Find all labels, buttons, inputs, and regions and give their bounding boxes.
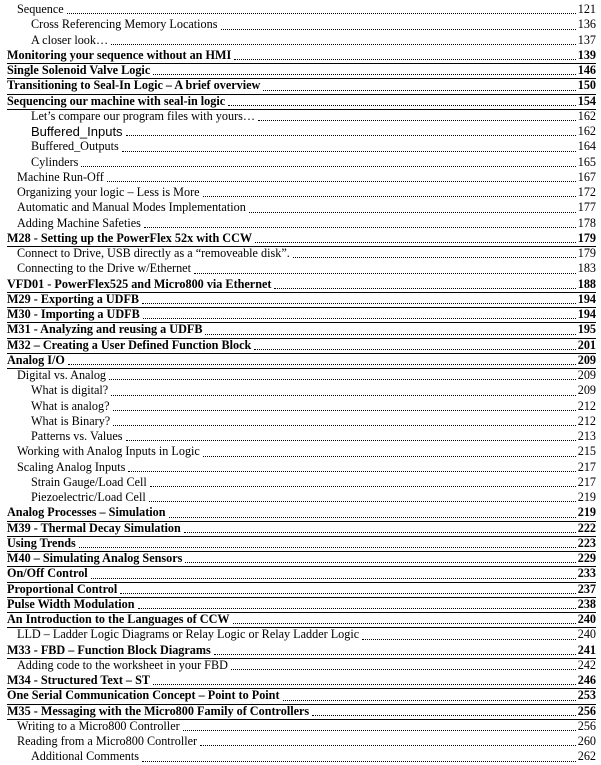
dot-leader <box>91 568 576 579</box>
toc-entry-page-number: 222 <box>577 520 596 535</box>
toc-entry[interactable] <box>7 688 596 704</box>
toc-entry-title: Pulse Width Modulation <box>7 596 135 611</box>
dot-leader <box>150 476 576 487</box>
toc-entry-title: Digital vs. Analog <box>17 368 107 382</box>
toc-entry-page-number: 233 <box>577 566 596 581</box>
toc-entry-page-number: 256 <box>577 703 596 718</box>
toc-entry-title: Buffered_Outputs <box>31 139 119 154</box>
dot-leader <box>81 156 575 167</box>
toc-entry[interactable] <box>17 170 596 185</box>
dot-leader <box>214 644 576 655</box>
dot-leader <box>312 705 576 716</box>
toc-entry-page-number: 209 <box>577 368 596 382</box>
dot-leader <box>111 34 576 45</box>
toc-entry[interactable] <box>7 292 596 308</box>
toc-entry[interactable] <box>31 109 596 124</box>
toc-entry-page-number: 154 <box>577 93 596 108</box>
toc-entry-title: Analog I/O <box>7 352 65 367</box>
toc-entry-page-number: 172 <box>577 185 596 199</box>
dot-leader <box>143 308 576 319</box>
toc-entry-page-number: 238 <box>577 596 596 611</box>
toc-entry[interactable] <box>7 582 596 598</box>
dot-leader <box>234 49 575 60</box>
toc-entry-title: Sequence <box>17 2 64 16</box>
dot-leader <box>249 202 576 213</box>
toc-entry-title: On/Off Control <box>7 566 88 581</box>
toc-entry-page-number: 179 <box>577 230 596 245</box>
toc-entry-title: Sequencing our machine with seal-in logic <box>7 93 226 108</box>
toc-entry[interactable] <box>7 338 596 354</box>
toc-entry-page-number: 219 <box>577 490 596 504</box>
toc-entry[interactable] <box>17 185 596 200</box>
toc-entry-page-number: 253 <box>577 688 596 703</box>
toc-entry-page-number: 178 <box>577 215 596 230</box>
toc-entry-title: Strain Gauge/Load Cell <box>31 474 147 489</box>
toc-entry-page-number: 217 <box>577 474 596 489</box>
toc-entry-title: Adding Machine Safeties <box>17 215 141 230</box>
dot-leader <box>194 263 576 274</box>
toc-entry[interactable] <box>31 17 596 32</box>
toc-entry-page-number: 177 <box>577 200 596 215</box>
toc-entry[interactable] <box>7 505 596 521</box>
toc-entry-title: M33 - FBD – Function Block Diagrams <box>7 642 211 657</box>
toc-entry[interactable] <box>7 307 596 323</box>
toc-entry[interactable] <box>31 383 596 398</box>
toc-entry[interactable] <box>7 536 596 552</box>
toc-entry[interactable] <box>17 368 596 383</box>
toc-entry-title: Buffered_Inputs <box>31 124 123 139</box>
dot-leader <box>293 247 576 258</box>
toc-entry-page-number: 165 <box>577 154 596 169</box>
toc-entry[interactable] <box>7 566 596 582</box>
toc-entry-page-number: 121 <box>577 2 596 16</box>
dot-leader <box>120 583 575 594</box>
toc-entry[interactable] <box>17 658 596 673</box>
dot-leader <box>126 430 576 441</box>
dot-leader <box>205 324 575 335</box>
toc-entry-title: Writing to a Micro800 Controller <box>17 718 180 733</box>
toc-entry[interactable] <box>17 460 596 475</box>
toc-entry-page-number: 213 <box>577 429 596 443</box>
toc-entry[interactable] <box>17 734 596 749</box>
toc-entry-page-number: 195 <box>577 322 596 337</box>
dot-leader <box>67 3 576 14</box>
toc-entry-title: A closer look… <box>31 32 109 47</box>
toc-entry-title: Cross Referencing Memory Locations <box>31 17 218 32</box>
toc-entry[interactable] <box>7 78 596 94</box>
toc-entry-page-number: 223 <box>577 535 596 550</box>
toc-entry[interactable] <box>31 399 596 414</box>
dot-leader <box>200 735 576 746</box>
toc-entry-page-number: 209 <box>577 383 596 398</box>
toc-entry[interactable] <box>17 719 596 734</box>
toc-entry[interactable] <box>7 231 596 247</box>
dot-leader <box>169 507 576 518</box>
toc-entry-page-number: 136 <box>577 17 596 32</box>
dot-leader <box>153 64 575 75</box>
dot-leader <box>362 629 576 640</box>
toc-entry-title: M31 - Analyzing and reusing a UDFB <box>7 322 203 337</box>
toc-entry-page-number: 262 <box>577 749 596 764</box>
toc-entry-page-number: 260 <box>577 734 596 748</box>
dot-leader <box>274 278 575 289</box>
toc-entry-page-number: 194 <box>577 307 596 321</box>
toc-entry-title: M32 – Creating a User Defined Function Block <box>7 337 252 352</box>
toc-entry-page-number: 240 <box>577 612 596 626</box>
toc-entry[interactable] <box>17 2 596 17</box>
dot-leader <box>221 19 576 30</box>
toc-entry-title: M28 - Setting up the PowerFlex 52x with CCW <box>7 230 253 245</box>
toc-entry[interactable] <box>7 48 596 64</box>
toc-entry[interactable] <box>17 216 596 231</box>
toc-entry[interactable] <box>7 277 596 293</box>
toc-entry-page-number: 212 <box>577 398 596 413</box>
toc-entry-page-number: 139 <box>577 47 596 62</box>
toc-entry-title: M29 - Exporting a UDFB <box>7 291 140 306</box>
toc-entry-page-number: 150 <box>577 78 596 93</box>
toc-entry-title: M34 - Structured Text – ST <box>7 673 150 687</box>
toc-entry-page-number: 164 <box>577 139 596 154</box>
dot-leader <box>109 369 576 380</box>
dot-leader <box>258 110 576 121</box>
toc-entry[interactable] <box>31 414 596 429</box>
toc-entry-title: Analog Processes – Simulation <box>7 505 166 520</box>
dot-leader <box>107 171 576 182</box>
toc-entry[interactable] <box>7 551 596 567</box>
toc-entry-title: Scaling Analog Inputs <box>17 459 126 474</box>
toc-entry-title: Automatic and Manual Modes Implementation <box>17 200 246 215</box>
toc-entry-page-number: 162 <box>577 108 596 123</box>
toc-entry-title: What is Binary? <box>31 413 111 428</box>
toc-entry[interactable] <box>17 200 596 215</box>
toc-entry-title: Let’s compare our program files with yours… <box>31 108 256 123</box>
dot-leader <box>113 415 576 426</box>
dot-leader <box>228 95 576 106</box>
dot-leader <box>203 186 576 197</box>
toc-entry-title: Adding code to the worksheet in your FBD <box>17 657 228 672</box>
dot-leader <box>138 598 576 609</box>
toc-entry-page-number: 146 <box>577 63 596 77</box>
toc-entry-page-number: 242 <box>577 657 596 672</box>
toc-entry[interactable] <box>7 612 596 628</box>
dot-leader <box>122 141 576 152</box>
dot-leader <box>126 125 576 136</box>
toc-entry[interactable] <box>31 475 596 490</box>
toc-entry-title: LLD – Ladder Logic Diagrams or Relay Logic or Relay Ladder Logic <box>17 627 360 642</box>
toc-entry-title: Transitioning to Seal-In Logic – A brief overview <box>7 78 261 93</box>
toc-entry-page-number: 194 <box>577 291 596 306</box>
toc-entry-title: Single Solenoid Valve Logic <box>7 63 151 77</box>
toc-entry-title: What is digital? <box>31 383 109 398</box>
dot-leader <box>144 217 576 228</box>
toc-entry-title: VFD01 - PowerFlex525 and Micro800 via Ethernet <box>7 276 272 291</box>
toc-entry-title: Cylinders <box>31 154 79 169</box>
toc-entry[interactable] <box>7 673 596 689</box>
toc-entry[interactable] <box>7 704 596 720</box>
dot-leader <box>79 537 576 548</box>
toc-entry-page-number: 137 <box>577 32 596 47</box>
toc-entry-page-number: 183 <box>577 261 596 276</box>
toc-entry[interactable] <box>17 627 596 642</box>
dot-leader <box>233 613 576 624</box>
toc-entry[interactable] <box>31 33 596 48</box>
toc-entry-page-number: 179 <box>577 246 596 260</box>
dot-leader <box>149 491 576 502</box>
toc-entry-title: What is analog? <box>31 398 110 413</box>
toc-entry-page-number: 167 <box>577 169 596 184</box>
dot-leader <box>184 522 576 533</box>
toc-entry-title: An Introduction to the Languages of CCW <box>7 612 230 626</box>
toc-entry-title: M39 - Thermal Decay Simulation <box>7 520 181 535</box>
toc-entry-page-number: 240 <box>577 627 596 642</box>
toc-entry[interactable] <box>17 246 596 261</box>
toc-entry-title: Monitoring your sequence without an HMI <box>7 47 232 62</box>
toc-entry-title: Reading from a Micro800 Controller <box>17 734 198 748</box>
toc-entry-page-number: 246 <box>577 673 596 687</box>
toc-entry[interactable] <box>7 521 596 537</box>
dot-leader <box>231 659 576 670</box>
dot-leader <box>142 293 576 304</box>
toc-entry[interactable] <box>17 261 596 276</box>
dot-leader <box>254 339 575 350</box>
toc-entry-title: Machine Run-Off <box>17 169 104 184</box>
toc-entry[interactable] <box>7 597 596 613</box>
toc-entry[interactable] <box>17 444 596 459</box>
toc-entry[interactable] <box>31 124 596 139</box>
toc-entry-page-number: 188 <box>577 276 596 291</box>
dot-leader <box>183 720 576 731</box>
toc-entry[interactable] <box>31 155 596 170</box>
toc-entry-title: One Serial Communication Concept – Point to Point <box>7 688 280 703</box>
toc-entry[interactable] <box>7 94 596 110</box>
toc-entry[interactable] <box>7 353 596 369</box>
toc-entry-title: Organizing your logic – Less is More <box>17 185 200 199</box>
dot-leader <box>113 400 576 411</box>
toc-entry[interactable] <box>31 749 596 764</box>
toc-entry[interactable] <box>31 490 596 505</box>
dot-leader <box>263 80 575 91</box>
dot-leader <box>128 461 575 472</box>
toc-entry-title: Working with Analog Inputs in Logic <box>17 444 200 459</box>
toc-entry-title: M40 – Simulating Analog Sensors <box>7 551 183 565</box>
toc-entry-page-number: 229 <box>577 551 596 565</box>
toc-entry[interactable] <box>7 322 596 338</box>
toc-entry-title: Connect to Drive, USB directly as a “removeable disk”. <box>17 246 290 260</box>
toc-entry-title: M35 - Messaging with the Micro800 Family of Controllers <box>7 703 310 718</box>
dot-leader <box>111 385 576 396</box>
toc-entry-page-number: 212 <box>577 413 596 428</box>
toc-entry-page-number: 209 <box>577 352 596 367</box>
toc-entry[interactable] <box>7 63 596 79</box>
toc-entry-title: M30 - Importing a UDFB <box>7 307 140 321</box>
toc-entry[interactable] <box>31 429 596 444</box>
dot-leader <box>255 232 576 243</box>
toc-entry[interactable] <box>31 139 596 154</box>
toc-entry-title: Patterns vs. Values <box>31 429 123 443</box>
toc-entry-page-number: 215 <box>577 444 596 459</box>
toc-entry-title: Proportional Control <box>7 581 118 596</box>
dot-leader <box>203 446 576 457</box>
dot-leader <box>153 674 576 685</box>
toc-entry-title: Connecting to the Drive w/Ethernet <box>17 261 191 276</box>
toc-entry[interactable] <box>7 643 596 659</box>
dot-leader <box>283 690 576 701</box>
dot-leader <box>142 751 576 762</box>
toc-entry-page-number: 219 <box>577 505 596 520</box>
toc-entry-title: Piezoelectric/Load Cell <box>31 490 146 504</box>
toc-entry-page-number: 237 <box>577 581 596 596</box>
toc-entry-title: Additional Comments <box>31 749 139 764</box>
dot-leader <box>68 354 576 365</box>
toc-entry-page-number: 162 <box>577 124 596 138</box>
toc-entry-title: Using Trends <box>7 535 76 550</box>
toc-entry-page-number: 241 <box>577 642 596 657</box>
toc-entry-page-number: 217 <box>577 459 596 474</box>
toc-entry-page-number: 201 <box>577 337 596 352</box>
dot-leader <box>185 552 575 563</box>
toc-entry-page-number: 256 <box>577 718 596 733</box>
